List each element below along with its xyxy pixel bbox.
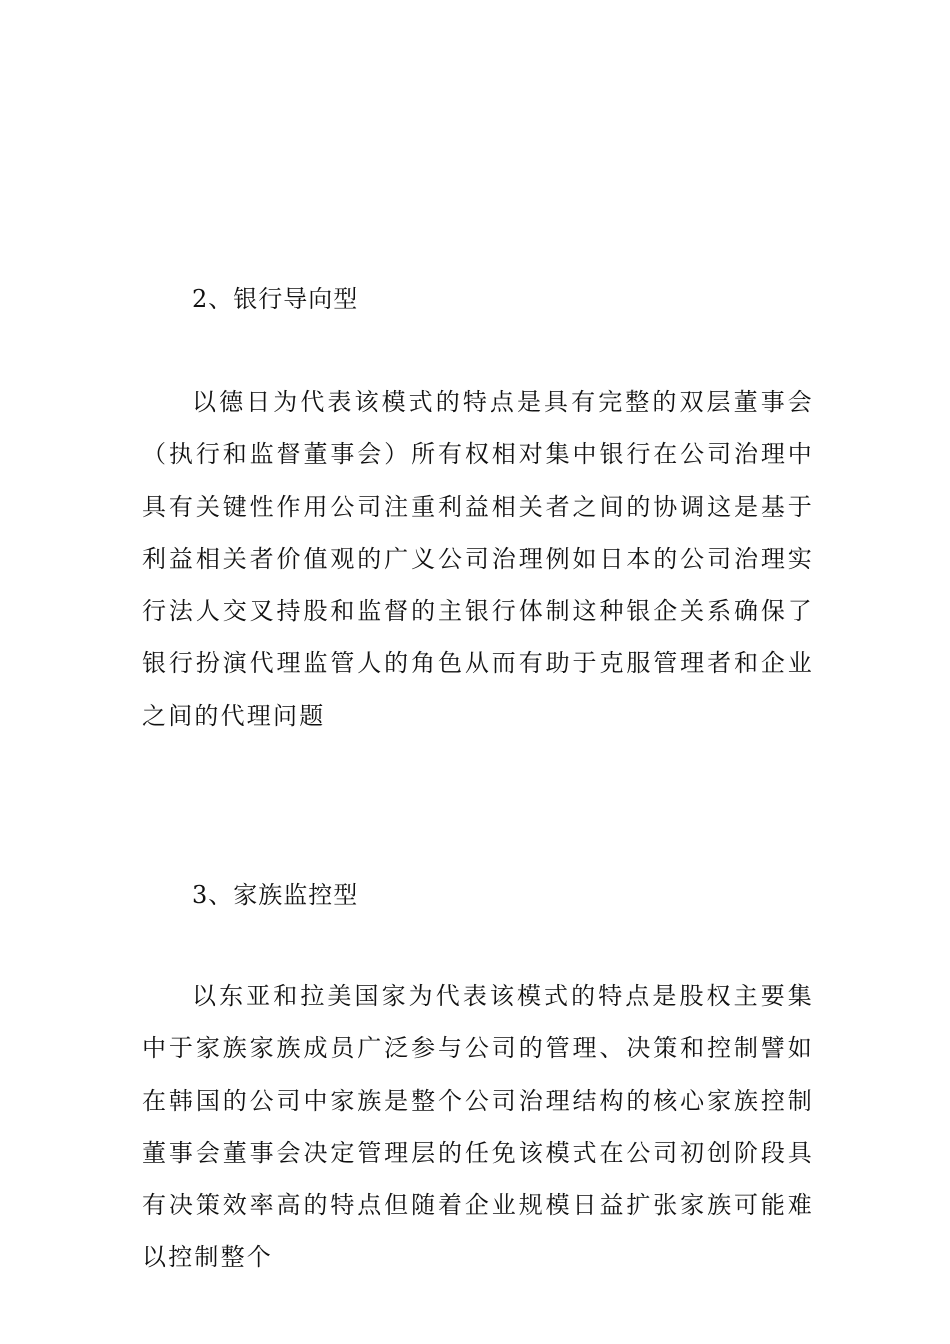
section-paragraph-family-controlled: 以东亚和拉美国家为代表该模式的特点是股权主要集中于家族家族成员广泛参与公司的管理、决策和控制譬如在韩国的公司中家族是整个公司治理结构的核心家族控制董事会董事会决定管理层的任免该模式在公司初创阶段具有决策效率高的特点但随着企业规模日益扩张家族可能难以控制整个 [142, 982, 814, 1272]
section-heading-bank-oriented: 2、银行导向型 [192, 285, 359, 313]
section-paragraph-bank-oriented: 以德日为代表该模式的特点是具有完整的双层董事会（执行和监督董事会）所有权相对集中银行在公司治理中具有关键性作用公司注重利益相关者之间的协调这是基于利益相关者价值观的广义公司治理例如日本的公司治理实行法人交叉持股和监督的主银行体制这种银企关系确保了银行扮演代理监管人的角色从而有助于克服管理者和企业之间的代理问题 [142, 388, 814, 730]
section-heading-family-controlled: 3、家族监控型 [192, 881, 359, 909]
